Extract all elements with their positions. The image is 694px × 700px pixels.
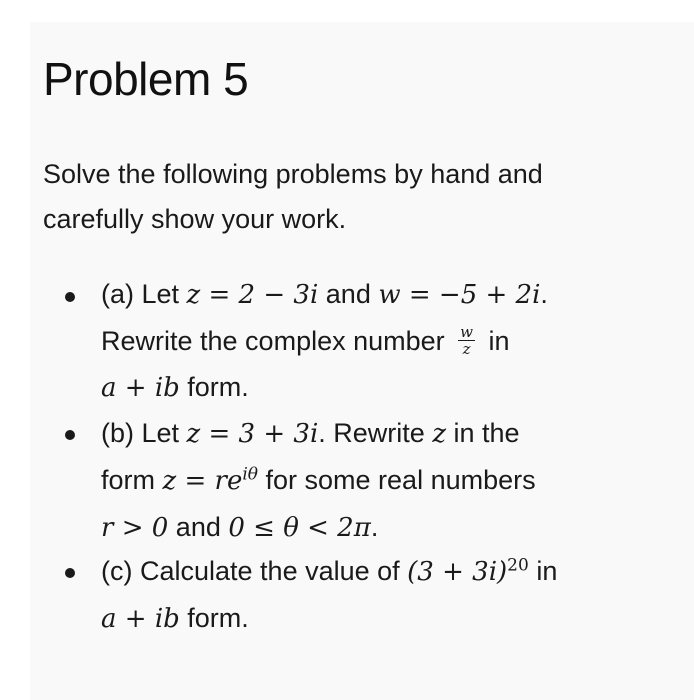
math-z-def: z = 3 + 3i: [186, 419, 319, 449]
problem-item-c: [101, 548, 661, 642]
math-form-expr: a + ib: [101, 604, 180, 634]
math-r-condition: r > 0: [101, 513, 169, 543]
math-z: z: [432, 419, 447, 449]
math-theta-condition: 0 ≤ θ < 2π: [228, 513, 371, 543]
bullet-c: [65, 568, 75, 578]
intro-line-2: carefully show your work.: [43, 204, 347, 234]
item-b-line-1: (b) Let z = 3 + 3i. Rewrite z in the: [101, 418, 520, 449]
item-a-line-3: a + ib form.: [101, 372, 249, 403]
page-title: Problem 5: [43, 53, 249, 105]
item-c-line-1: (c) Calculate the value of $(3 + 3i)^{20}$ in: [101, 555, 558, 587]
problem-item-a: [101, 271, 661, 411]
problem-item-b: [101, 410, 661, 551]
math-polar-form: $z = re^{i\theta}$: [162, 464, 259, 496]
item-b-line-3: r > 0 and 0 ≤ θ < 2π.: [101, 512, 379, 543]
intro-line-1: Solve the following problems by hand and: [43, 159, 543, 189]
intro-paragraph: [43, 152, 643, 242]
fraction-w-over-z: $\frac{w}{z}$: [460, 323, 473, 359]
item-b-line-2: form $z = re^{i\theta}$ for some real numbers: [101, 464, 536, 496]
item-a-line-1: (a) Let z = 2 − 3i and w = −5 + 2i.: [101, 279, 548, 310]
math-z-def: z = 2 − 3i: [186, 280, 319, 310]
item-c-line-2: a + ib form.: [101, 603, 249, 634]
bullet-b: [65, 430, 75, 440]
bullet-a: [65, 292, 75, 302]
item-a-line-2: Rewrite the complex number $\frac{w}{z}$ in: [101, 323, 510, 359]
math-w-def: w = −5 + 2i: [378, 280, 541, 310]
math-power-expr: $(3 + 3i)^{20}$: [407, 555, 529, 587]
math-form-expr: a + ib: [101, 373, 180, 403]
